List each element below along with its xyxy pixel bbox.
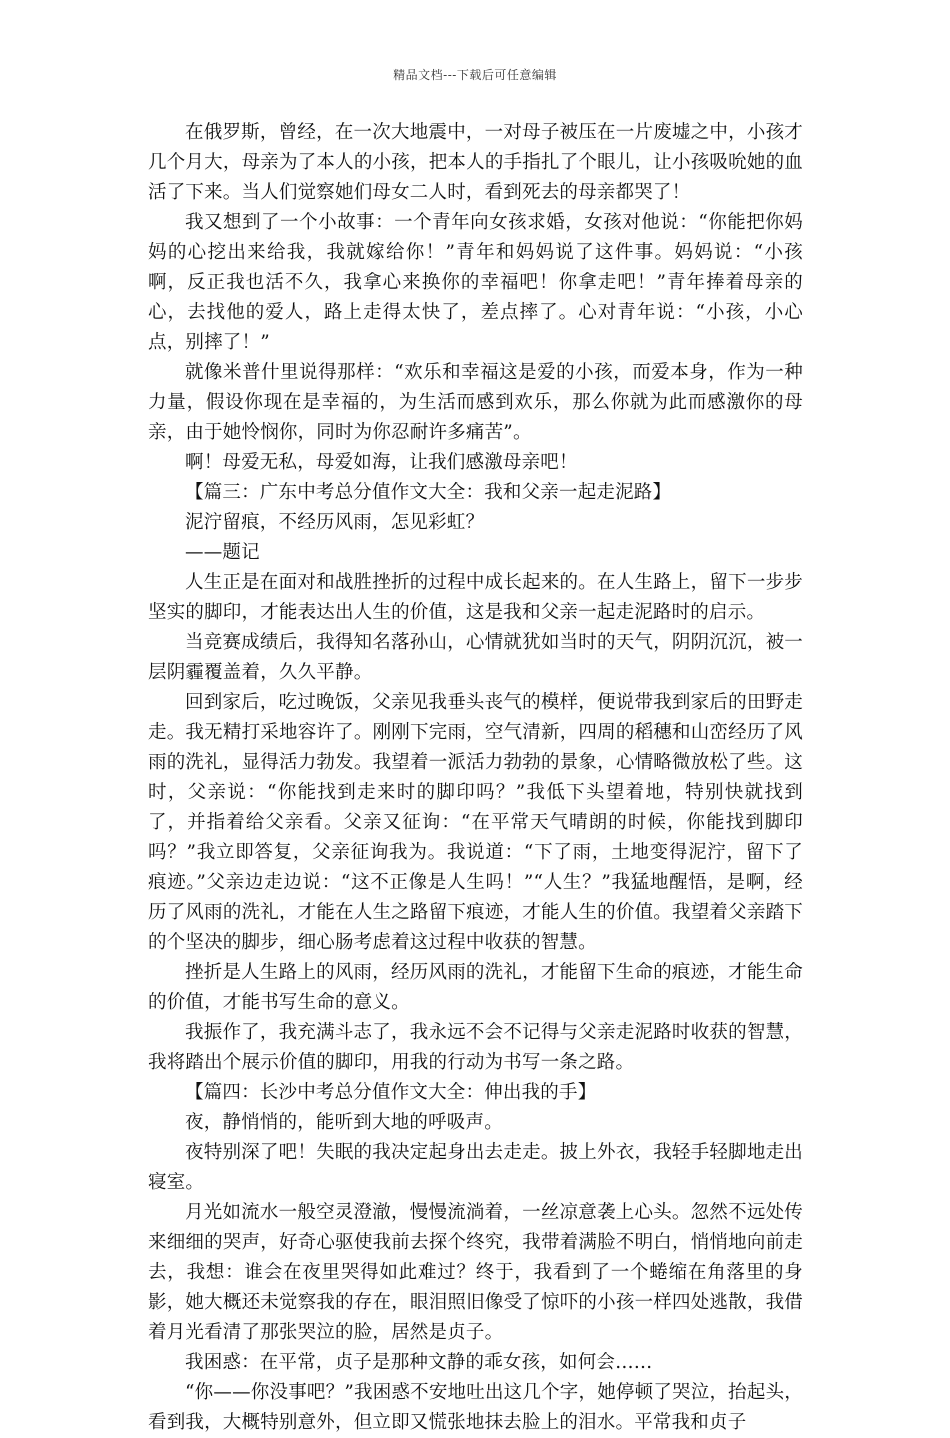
- paragraph: 回到家后，吃过晚饭，父亲见我垂头丧气的模样，便说带我到家后的田野走走。我无精打采地容许了。刚刚下完雨，空气清新，四周的稻穗和山峦经历了风雨的洗礼，显得活力勃发。我望着一派活力勃勃的景象，心情略微放松了些。这时，父亲说：“你能找到走来时的脚印吗？”我低下头望着地，特别快就找到了，并指着给父亲看。父亲又征询：“在平常天气晴朗的时候，你能找到脚印吗？”我立即答复，父亲征询我为。我说道：“下了雨，土地变得泥泞，留下了痕迹。”父亲边走边说：“这不正像是人生吗！”“人生？”我猛地醒悟，是啊，经历了风雨的洗礼，才能在人生之路留下痕迹，才能人生的价值。我望着父亲踏下的个坚决的脚步，细心肠考虑着这过程中收获的智慧。: [148, 692, 803, 953]
- paragraph: 月光如流水一般空灵澄澈，慢慢流淌着，一丝凉意袭上心头。忽然不远处传来细细的哭声，好奇心驱使我前去探个终究，我带着满脸不明白，悄悄地向前走去，我想：谁会在夜里哭得如此难过？终于，我看到了一个蜷缩在角落里的身影，她大概还未觉察我的存在，眼泪照旧像受了惊吓的小孩一样四处逃散，我借着月光看清了那张哭泣的脸，居然是贞子。: [148, 1202, 803, 1343]
- epigraph: 泥泞留痕，不经历风雨，怎见彩虹？: [185, 512, 485, 533]
- paragraph: 就像米普什里说得那样：“欢乐和幸福这是爱的小孩，而爱本身，作为一种力量，假设你现在是幸福的，为生活而感到欢乐，那么你就为此而感激你的母亲，由于她怜悯你，同时为你忍耐许多痛苦”。: [148, 362, 803, 443]
- paragraph: 挫折是人生路上的风雨，经历风雨的洗礼，才能留下生命的痕迹，才能生命的价值，才能书写生命的意义。: [148, 962, 803, 1013]
- paragraph: 我振作了，我充满斗志了，我永远不会不记得与父亲走泥路时收获的智慧，我将踏出个展示价值的脚印，用我的行动为书写一条之路。: [148, 1022, 803, 1073]
- paragraph: 夜，静悄悄的，能听到大地的呼吸声。: [185, 1112, 503, 1133]
- section-heading: 【篇三：广东中考总分值作文大全：我和父亲一起走泥路】: [185, 482, 672, 503]
- paragraph: 夜特别深了吧！失眠的我决定起身出去走走。披上外衣，我轻手轻脚地走出寝室。: [148, 1142, 803, 1193]
- paragraph: 我困惑：在平常，贞子是那种文静的乖女孩，如何会……: [185, 1352, 653, 1373]
- page-header: 精品文档---下载后可任意编辑: [393, 68, 557, 82]
- document-body: [148, 118, 803, 1438]
- paragraph: 人生正是在面对和战胜挫折的过程中成长起来的。在人生路上，留下一步步坚实的脚印，才能表达出人生的价值，这是我和父亲一起走泥路时的启示。: [148, 572, 803, 623]
- section-heading: 【篇四：长沙中考总分值作文大全：伸出我的手】: [185, 1082, 597, 1103]
- paragraph: 我又想到了一个小故事：一个青年向女孩求婚，女孩对他说：“你能把你妈妈的心挖出来给我，我就嫁给你！”青年和妈妈说了这件事。妈妈说：“小孩啊，反正我也活不久，我拿心来换你的幸福吧！你拿走吧！”青年捧着母亲的心，去找他的爱人，路上走得太快了，差点摔了。心对青年说：“小孩，小心点，别摔了！”: [148, 212, 803, 353]
- paragraph: 啊！母爱无私，母爱如海，让我们感激母亲吧！: [185, 452, 578, 473]
- paragraph: 当竞赛成绩后，我得知名落孙山，心情就犹如当时的天气，阴阴沉沉，被一层阴霾覆盖着，久久平静。: [148, 632, 803, 683]
- paragraph: 在俄罗斯，曾经，在一次大地震中，一对母子被压在一片废墟之中，小孩才几个月大，母亲为了本人的小孩，把本人的手指扎了个眼儿，让小孩吸吮她的血活了下来。当人们觉察她们母女二人时，看到死去的母亲都哭了！: [148, 122, 803, 203]
- epigraph-attribution: ——题记: [185, 542, 260, 563]
- paragraph: “你——你没事吧？”我困惑不安地吐出这几个字，她停顿了哭泣，抬起头，看到我，大概特别意外，但立即又慌张地抹去脸上的泪水。平常我和贞子: [148, 1382, 803, 1433]
